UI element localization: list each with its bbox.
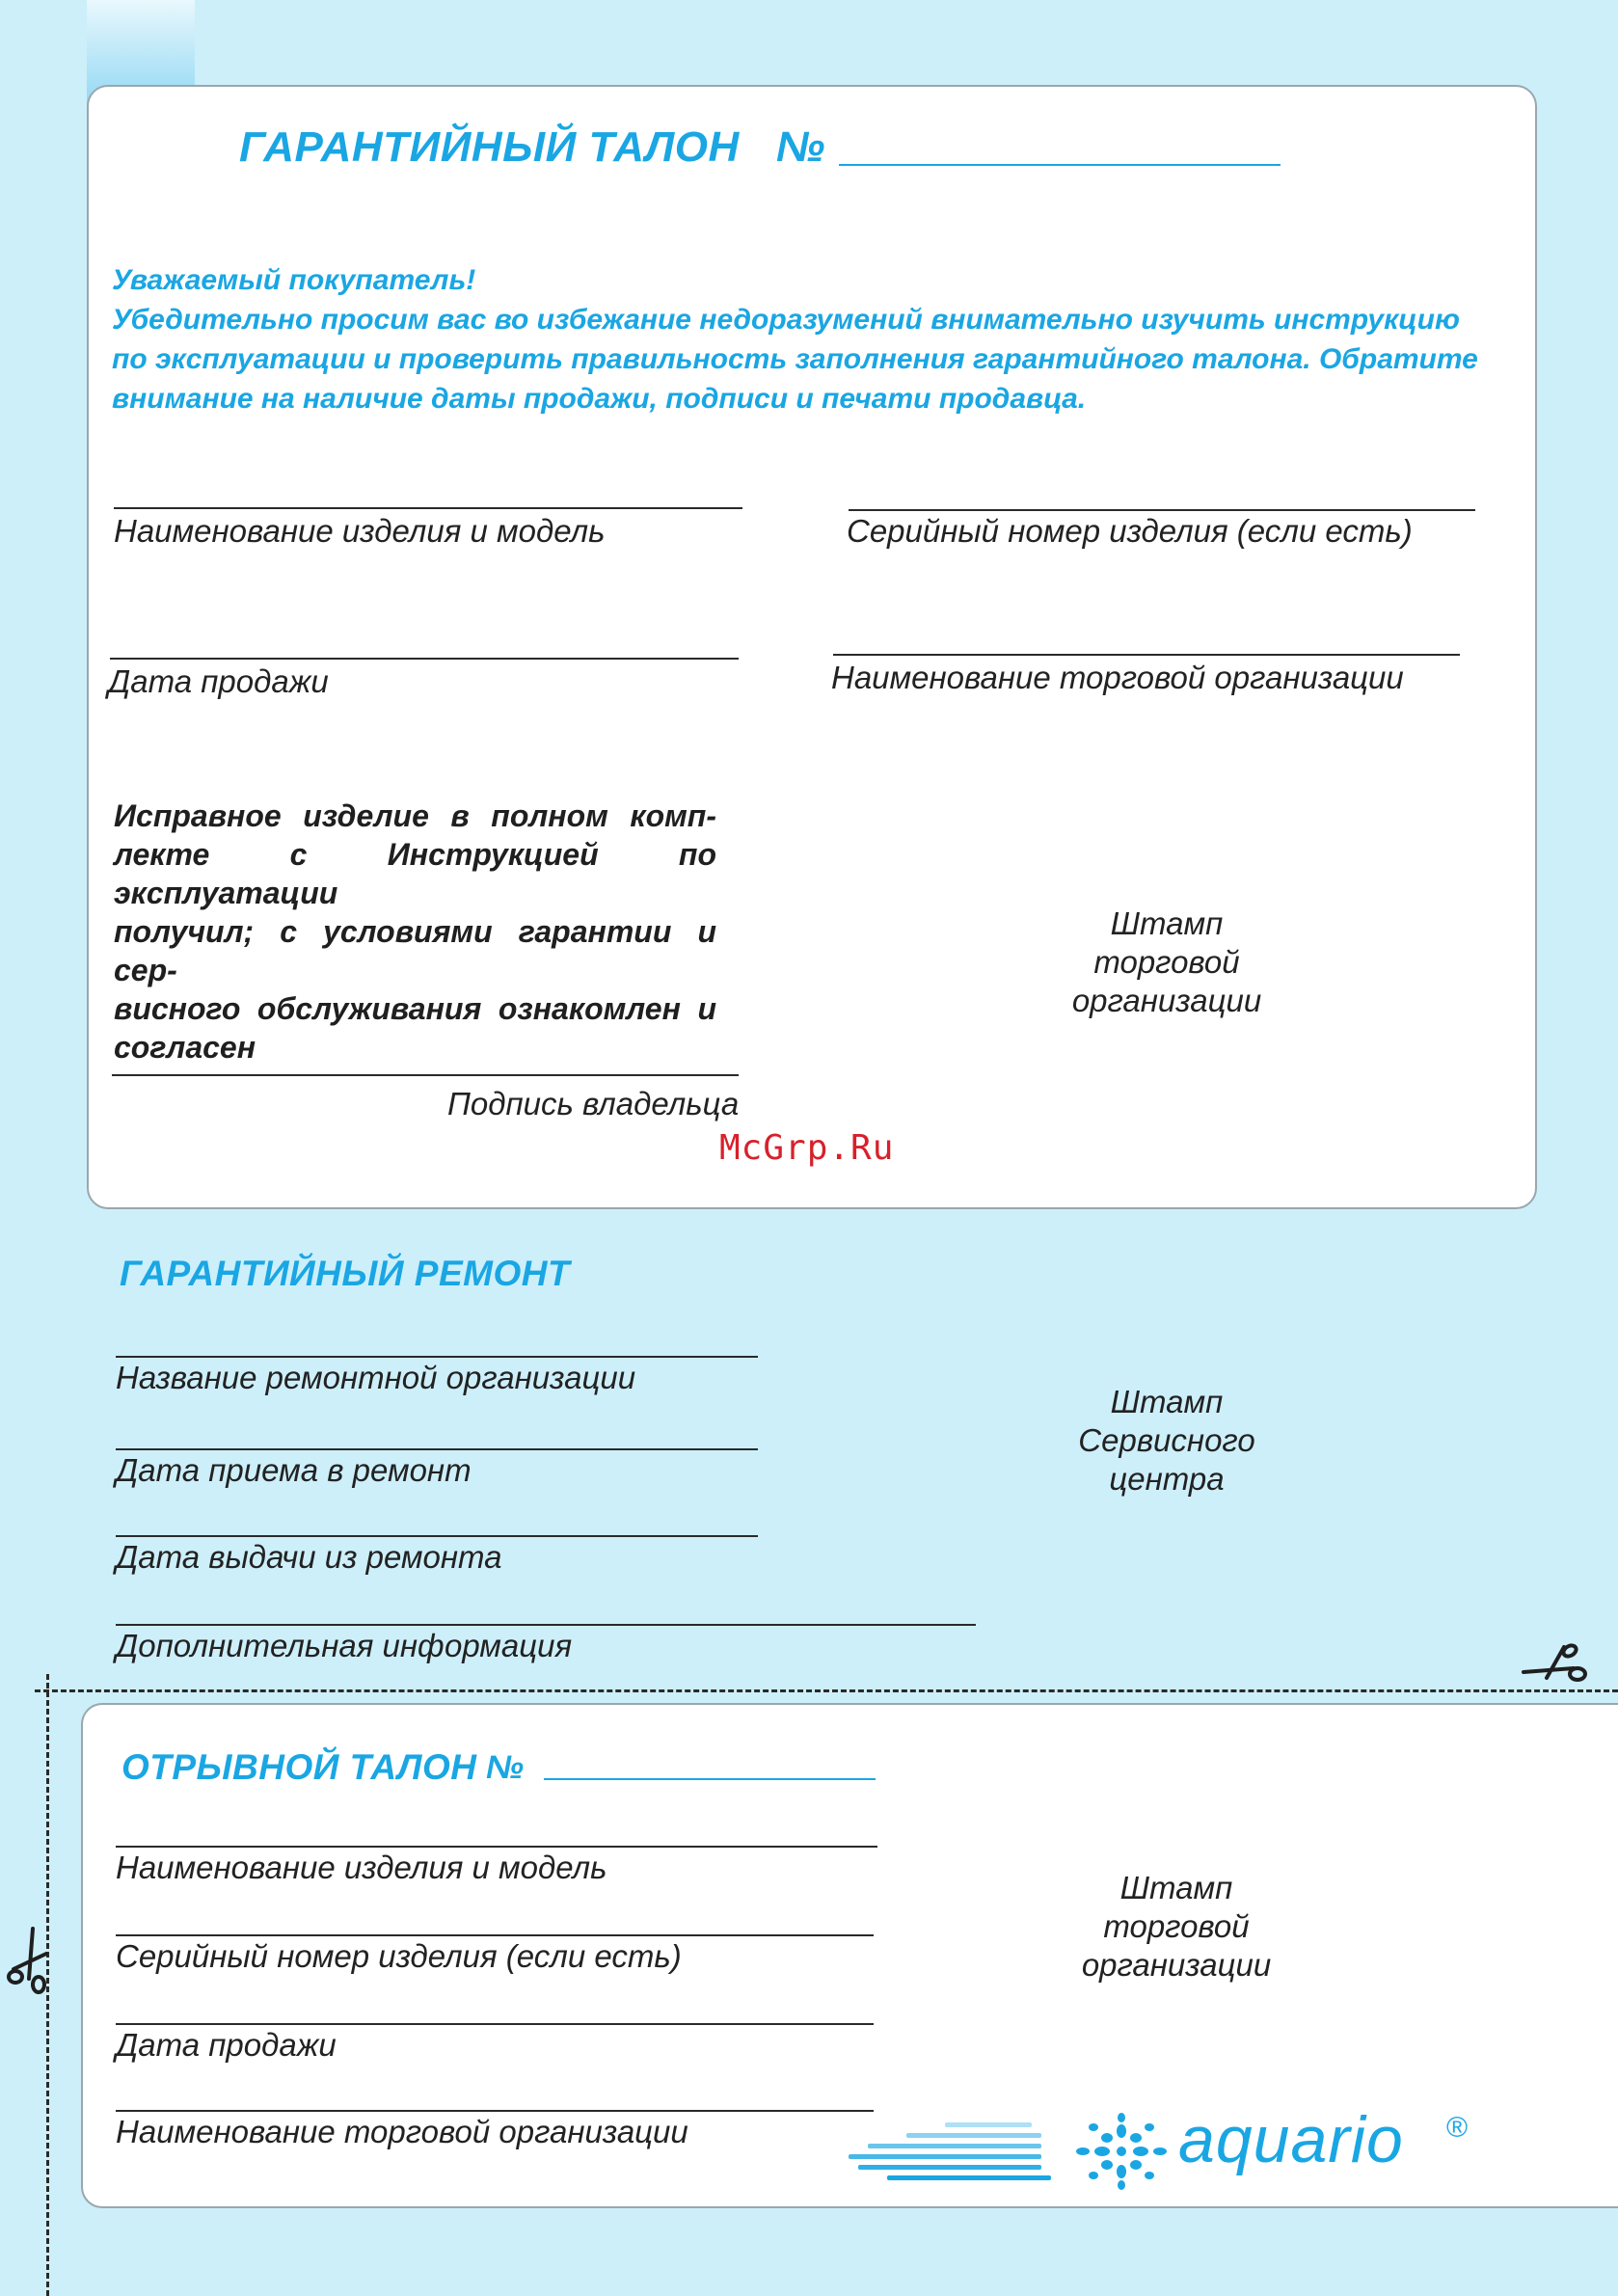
service-stamp-area	[974, 1383, 1360, 1499]
agreement-line-5: согласен	[114, 1030, 256, 1065]
scissors-icon-vertical	[4, 1925, 58, 1996]
agreement-line-1: Исправное изделие в полном комп-	[114, 798, 716, 833]
trade-org-field-label: Наименование торговой организации	[831, 660, 1404, 695]
intro-line-1: Убедительно просим вас во избежание недоразумений внимательно изучить инструкцию	[112, 304, 1460, 336]
product-field-line[interactable]	[114, 507, 742, 509]
repair-additional-label: Дополнительная информация	[116, 1628, 573, 1663]
trade-org-field-line[interactable]	[833, 654, 1460, 656]
repair-received-line[interactable]	[116, 1448, 758, 1450]
repair-returned-label: Дата выдачи из ремонта	[116, 1539, 502, 1575]
agreement-text	[114, 797, 716, 1067]
brand-name: aquario	[1178, 2103, 1404, 2176]
tear-serial-line[interactable]	[116, 1934, 874, 1936]
agreement-line-3: получил; с условиями гарантии и сер-	[114, 914, 716, 987]
repair-title: ГАРАНТИЙНЫЙ РЕМОНТ	[120, 1254, 571, 1293]
product-field-label: Наименование изделия и модель	[114, 513, 606, 549]
tear-trade-org-line[interactable]	[116, 2110, 874, 2112]
trade-stamp-area	[974, 905, 1360, 1020]
service-stamp-line-3: центра	[1109, 1461, 1225, 1497]
brand-registered: ®	[1446, 2112, 1469, 2144]
warranty-card-title: ГАРАНТИЙНЫЙ ТАЛОН №	[239, 123, 825, 171]
trade-stamp-line-1: Штамп	[1110, 905, 1224, 941]
tear-product-line[interactable]	[116, 1846, 877, 1848]
watermark: McGrp.Ru	[719, 1128, 895, 1168]
trade-stamp-line-2: торговой	[1093, 944, 1240, 980]
tear-product-label: Наименование изделия и модель	[116, 1850, 607, 1885]
warranty-number-line	[839, 164, 1281, 166]
repair-received-label: Дата приема в ремонт	[116, 1452, 472, 1488]
tear-stamp-line-2: торговой	[1103, 1908, 1250, 1944]
repair-returned-line[interactable]	[116, 1535, 758, 1537]
tear-off-title: ОТРЫВНОЙ ТАЛОН	[121, 1747, 477, 1787]
intro-greeting: Уважаемый покупатель!	[112, 264, 476, 296]
cut-line-horizontal	[35, 1689, 1618, 1692]
tear-serial-label: Серийный номер изделия (если есть)	[116, 1938, 682, 1974]
tear-sale-date-line[interactable]	[116, 2023, 874, 2025]
trade-stamp-line-3: организации	[1071, 983, 1262, 1018]
aquario-logo-icon	[1068, 2110, 1174, 2193]
tear-stamp-line-1: Штамп	[1119, 1870, 1233, 1905]
serial-field-line[interactable]	[849, 509, 1475, 511]
intro-line-2: по эксплуатации и проверить правильность заполнения гарантийного талона. Обратите	[112, 343, 1478, 375]
repair-org-line[interactable]	[116, 1356, 758, 1358]
tear-stamp-line-3: организации	[1081, 1947, 1272, 1983]
service-stamp-line-2: Сервисного	[1078, 1422, 1255, 1458]
repair-org-label: Название ремонтной организации	[116, 1360, 636, 1395]
owner-signature-label: Подпись владельца	[447, 1086, 740, 1121]
repair-additional-line[interactable]	[116, 1624, 976, 1626]
tear-off-number-sign: №	[486, 1749, 525, 1786]
sale-date-field-line[interactable]	[110, 658, 739, 660]
scissors-icon	[1518, 1639, 1589, 1695]
agreement-line-2: лекте с Инструкцией по эксплуатации	[114, 837, 716, 910]
tear-off-number-line	[544, 1778, 876, 1780]
owner-signature-line[interactable]	[112, 1074, 739, 1076]
sale-date-field-label: Дата продажи	[108, 663, 329, 699]
agreement-line-4: висного обслуживания ознакомлен и	[114, 991, 716, 1026]
intro-text	[112, 260, 1478, 419]
service-stamp-line-1: Штамп	[1110, 1384, 1224, 1419]
tear-sale-date-label: Дата продажи	[116, 2027, 337, 2063]
serial-field-label: Серийный номер изделия (если есть)	[847, 513, 1413, 549]
tear-trade-org-label: Наименование торговой организации	[116, 2114, 688, 2149]
tear-stamp-area	[984, 1869, 1369, 1985]
intro-line-3: внимание на наличие даты продажи, подписи и печати продавца.	[112, 383, 1087, 415]
